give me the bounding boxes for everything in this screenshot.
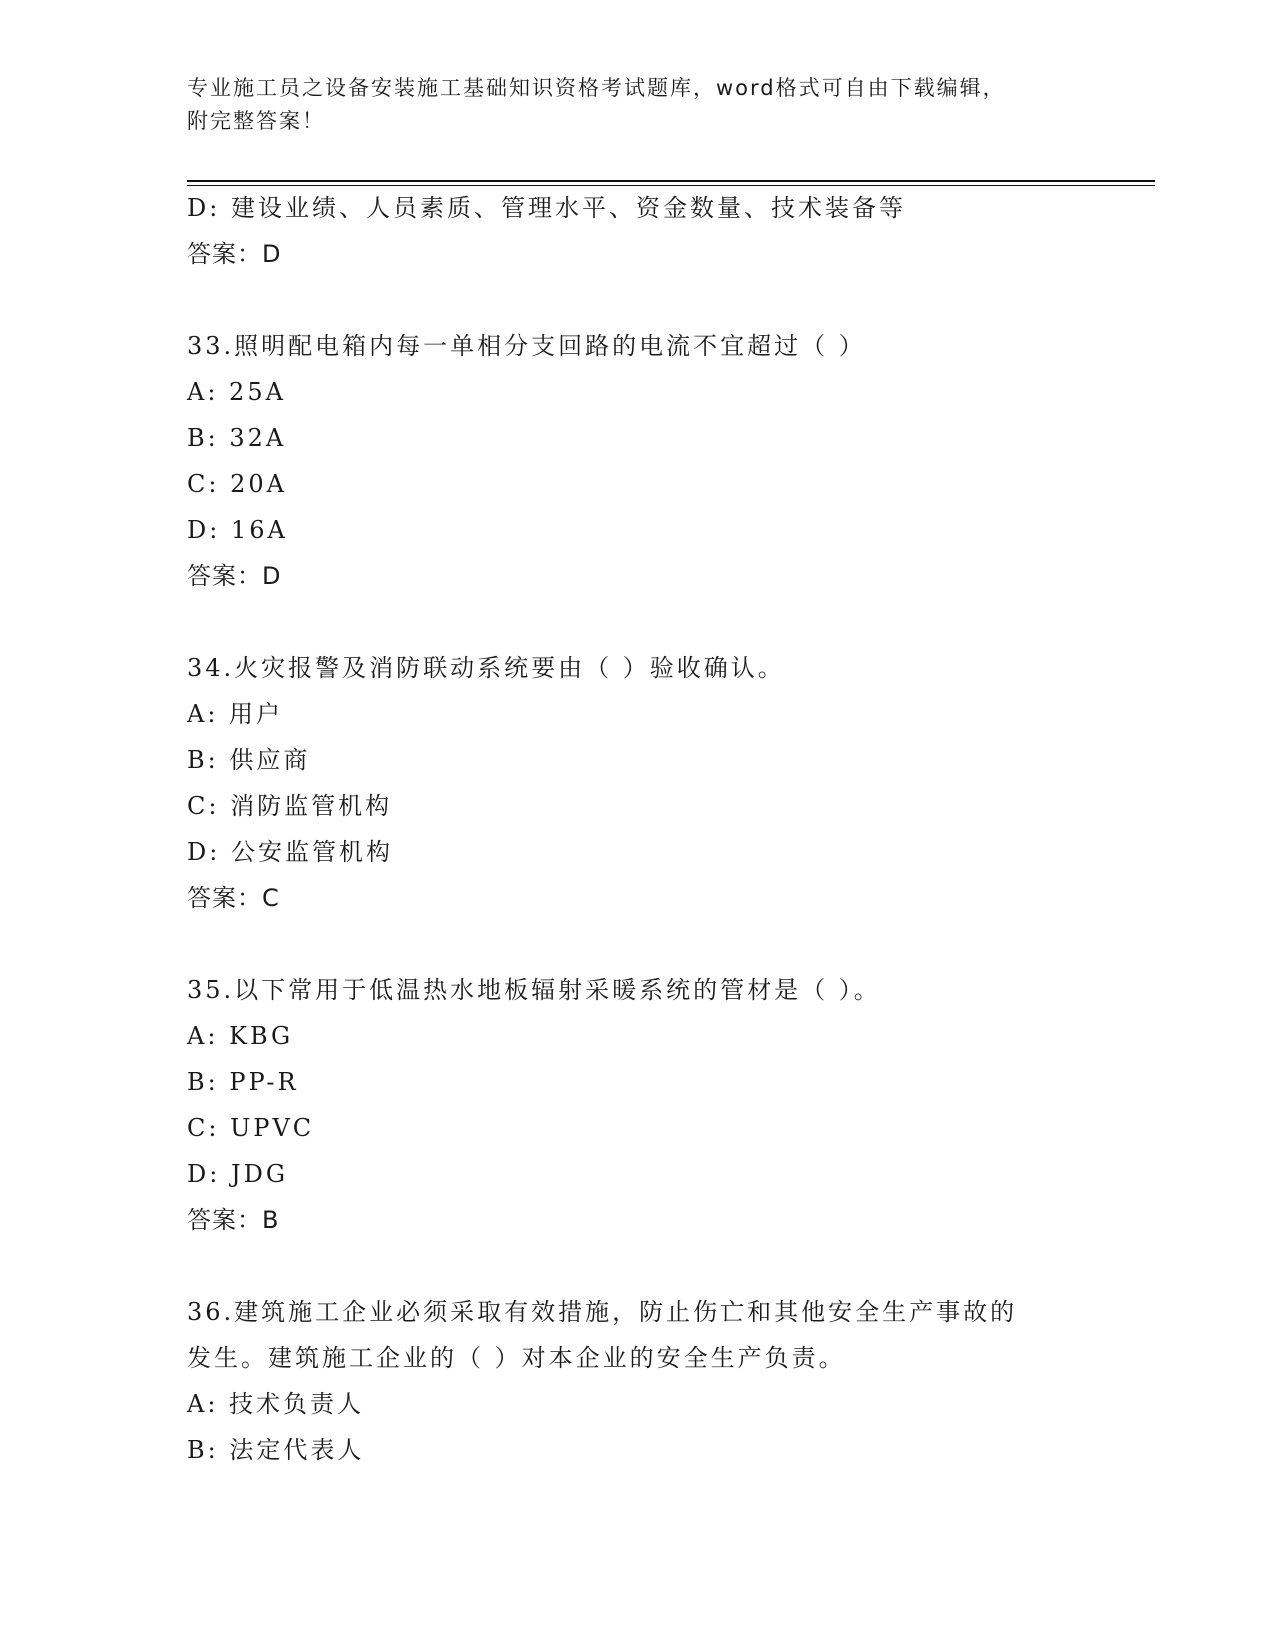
option-b: B: 32A	[187, 424, 287, 452]
question-35	[187, 967, 1087, 1243]
option-b: B: PP-R	[187, 1068, 299, 1096]
answer: 答案：D	[187, 240, 282, 268]
option-a: A: 技术负责人	[187, 1390, 365, 1418]
option-c: C: 20A	[187, 470, 287, 498]
option-d: D: JDG	[187, 1160, 288, 1188]
option-d: D: 建设业绩、人员素质、管理水平、资金数量、技术装备等	[187, 194, 906, 222]
option-a: A: 25A	[187, 378, 286, 406]
question-36	[187, 1289, 1087, 1473]
document-header	[187, 72, 1087, 138]
option-d: D: 公安监管机构	[187, 838, 393, 866]
option-a: A: 用户	[187, 700, 284, 728]
question-33	[187, 323, 1087, 599]
header-line-2: 附完整答案！	[187, 109, 325, 133]
option-b: B: 法定代表人	[187, 1436, 365, 1464]
option-c: C: UPVC	[187, 1114, 315, 1142]
question-stem-line-1: 36.建筑施工企业必须采取有效措施，防止伤亡和其他安全生产事故的	[187, 1298, 1018, 1326]
question-stem: 34.火灾报警及消防联动系统要由（ ）验收确认。	[187, 654, 785, 682]
question-stem-line-2: 发生。建筑施工企业的（ ）对本企业的安全生产负责。	[187, 1344, 846, 1372]
header-line-1: 专业施工员之设备安装施工基础知识资格考试题库，word格式可自由下载编辑，	[187, 76, 1006, 100]
question-stem: 33.照明配电箱内每一单相分支回路的电流不宜超过（ ）	[187, 332, 866, 360]
option-b: B: 供应商	[187, 746, 311, 774]
option-c: C: 消防监管机构	[187, 792, 393, 820]
spacer	[187, 921, 1087, 967]
spacer	[187, 277, 1087, 323]
option-d: D: 16A	[187, 516, 288, 544]
question-list	[187, 185, 1087, 1473]
header-divider-thick	[187, 180, 1155, 182]
spacer	[187, 1243, 1087, 1289]
question-stem: 35.以下常用于低温热水地板辐射采暖系统的管材是（ ）。	[187, 976, 881, 1004]
question-34	[187, 645, 1087, 921]
answer: 答案：C	[187, 884, 280, 912]
answer: 答案：B	[187, 1206, 280, 1234]
answer: 答案：D	[187, 562, 282, 590]
spacer	[187, 599, 1087, 645]
option-a: A: KBG	[187, 1022, 294, 1050]
